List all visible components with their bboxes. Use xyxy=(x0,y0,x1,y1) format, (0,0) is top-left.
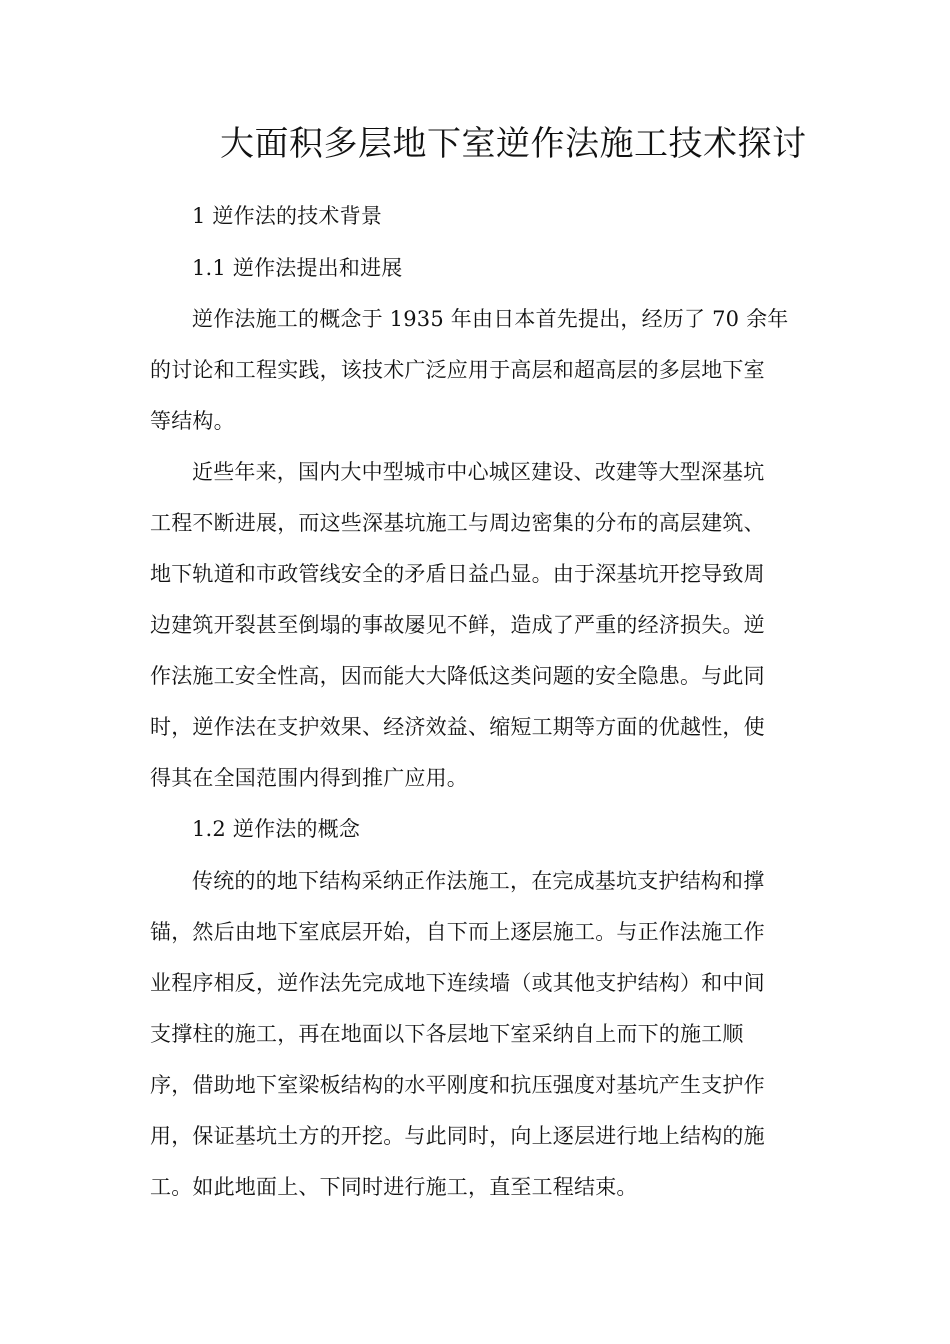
document-title: 大面积多层地下室逆作法施工技术探讨 xyxy=(220,124,807,164)
paragraph-line: 用，保证基坑土方的开挖。与此同时，向上逐层进行地上结构的施 xyxy=(150,1124,765,1148)
paragraph-line: 序，借助地下室梁板结构的水平刚度和抗压强度对基坑产生支护作 xyxy=(150,1073,765,1097)
paragraph-line: 锚，然后由地下室底层开始，自下而上逐层施工。与正作法施工作 xyxy=(150,920,765,944)
paragraph-line: 近些年来，国内大中型城市中心城区建设、改建等大型深基坑 xyxy=(192,460,765,484)
paragraph-line: 时，逆作法在支护效果、经济效益、缩短工期等方面的优越性，使 xyxy=(150,715,765,739)
paragraph-line: 传统的的地下结构采纳正作法施工，在完成基坑支护结构和撑 xyxy=(192,869,765,893)
paragraph-line: 逆作法施工的概念于 1935 年由日本首先提出，经历了 70 余年 xyxy=(192,307,789,331)
paragraph-line: 工程不断进展，而这些深基坑施工与周边密集的分布的高层建筑、 xyxy=(150,511,765,535)
paragraph-line: 得其在全国范围内得到推广应用。 xyxy=(150,766,468,790)
paragraph-line: 边建筑开裂甚至倒塌的事故屡见不鲜，造成了严重的经济损失。逆 xyxy=(150,613,765,637)
paragraph-line: 支撑柱的施工，再在地面以下各层地下室采纳自上而下的施工顺 xyxy=(150,1022,744,1046)
paragraph-line: 的讨论和工程实践，该技术广泛应用于高层和超高层的多层地下室 xyxy=(150,358,765,382)
heading-1-1: 1.1 逆作法提出和进展 xyxy=(192,256,403,280)
paragraph-line: 等结构。 xyxy=(150,409,235,433)
paragraph-line: 地下轨道和市政管线安全的矛盾日益凸显。由于深基坑开挖导致周 xyxy=(150,562,765,586)
heading-1: 1 逆作法的技术背景 xyxy=(192,204,383,228)
heading-1-2: 1.2 逆作法的概念 xyxy=(192,817,361,841)
paragraph-line: 作法施工安全性高，因而能大大降低这类问题的安全隐患。与此同 xyxy=(150,664,765,688)
paragraph-line: 业程序相反，逆作法先完成地下连续墙（或其他支护结构）和中间 xyxy=(150,971,765,995)
paragraph-line: 工。如此地面上、下同时进行施工，直至工程结束。 xyxy=(150,1175,638,1199)
